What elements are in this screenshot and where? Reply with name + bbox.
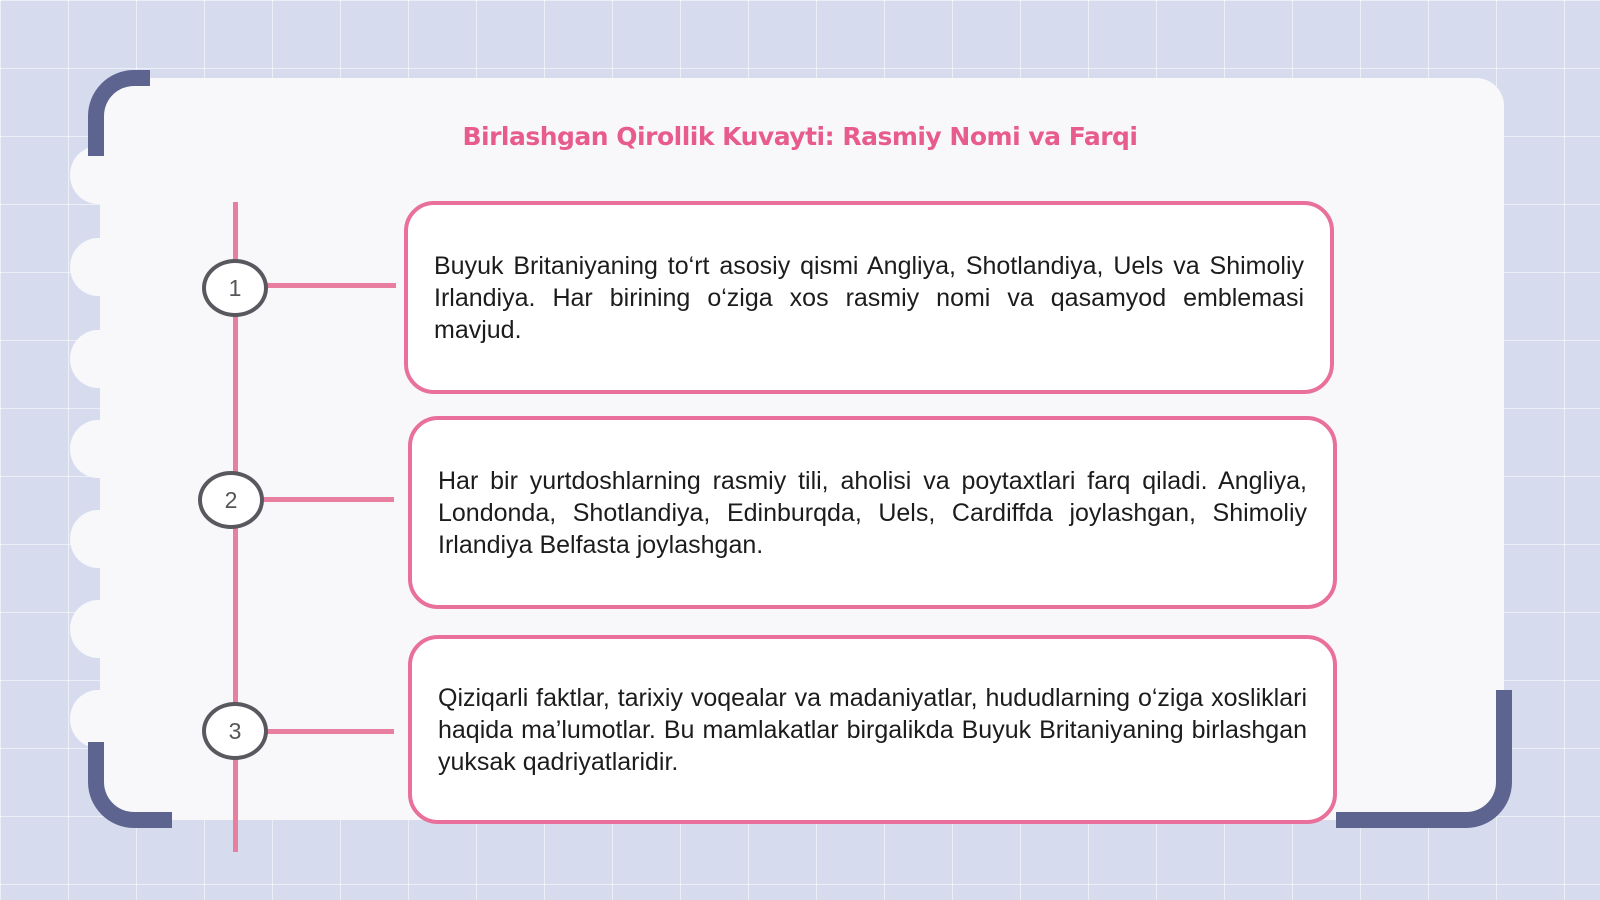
step-card-2: [408, 416, 1337, 609]
step-connector: [262, 283, 396, 288]
step-text-3: Qiziqarli faktlar, tarixiy voqealar va madaniyatlar, hududlarning o‘ziga xosliklari haqida ma’lumotlar. Bu mamlakatlar birgalikda Buyuk Britaniyaning birlashgan yuksak qadriyatlaridir.: [438, 683, 1307, 776]
card-edge-scallop: [70, 510, 126, 568]
slide-title: Birlashgan Qirollik Kuvayti: Rasmiy Nomi va Farqi: [462, 122, 1138, 151]
step-text-1: Buyuk Britaniyaning to‘rt asosiy qismi Angliya, Shotlandiya, Uels va Shimoliy Irlandiya. Har birining o‘ziga xos rasmiy nomi va qasamyod emblemasi mavjud.: [434, 251, 1304, 344]
frame-corner-bottom-right: [1336, 690, 1512, 828]
step-card-3: [408, 635, 1337, 824]
step-number-1: 1: [202, 259, 268, 317]
step-number-3: 3: [202, 702, 268, 760]
card-edge-scallop: [70, 420, 126, 478]
card-edge-scallop: [70, 690, 126, 748]
card-edge-scallop: [70, 330, 126, 388]
step-connector: [262, 729, 394, 734]
frame-corner-bottom-left: [88, 742, 172, 828]
card-edge-scallop: [70, 600, 126, 658]
step-card-1: [404, 201, 1334, 394]
step-number-2: 2: [198, 471, 264, 529]
step-text-2: Har bir yurtdoshlarning rasmiy tili, aholisi va poytaxtlari farq qiladi. Angliya, Londonda, Shotlandiya, Edinburqda, Uels, Cardiffda joylashgan, Shimoliy Irlandiya Belfasta joylashgan.: [438, 466, 1307, 559]
card-edge-scallop: [70, 238, 126, 296]
step-connector: [260, 497, 394, 502]
